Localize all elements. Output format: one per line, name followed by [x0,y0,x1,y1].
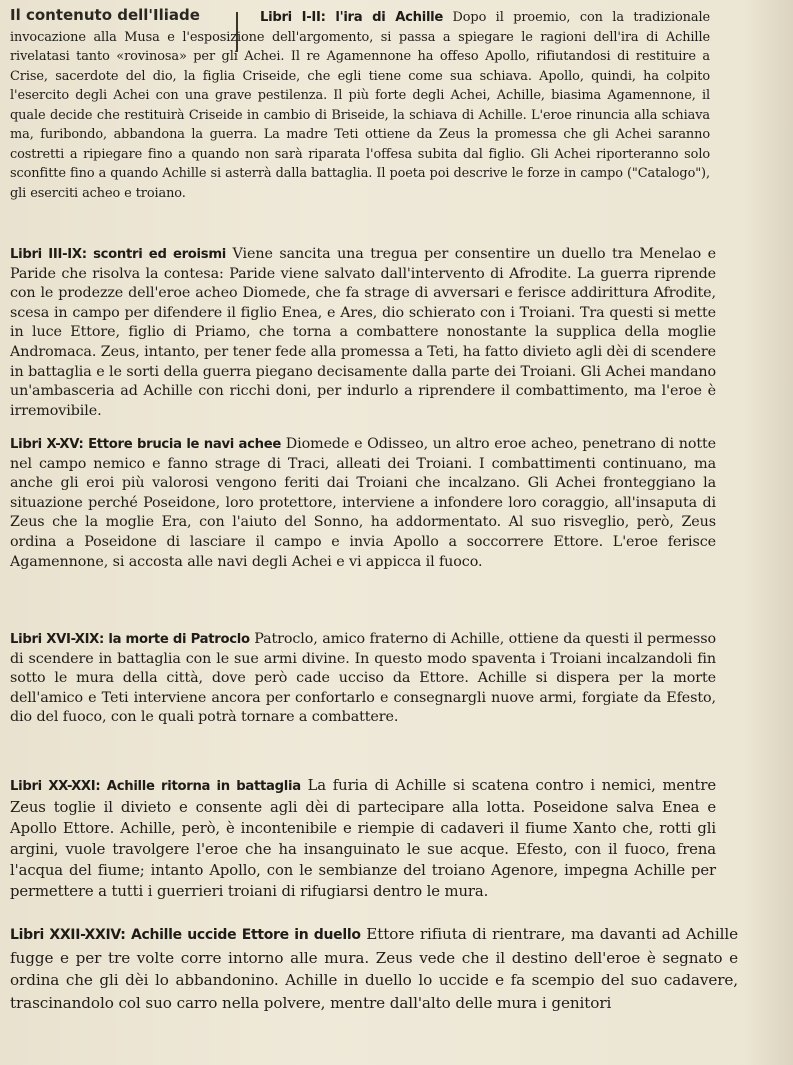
section-text: Patroclo, amico fraterno di Achille, ottiene da questi il permesso di scendere in battaglia con le sue armi divine. In questo modo spaventa i Troiani incalzandoli fin sotto le mura della città, dove però cade ucciso da Ettore. Achille si dispera per la morte dell'amico e Teti interviene ancora per confortarlo e consegnargli nuove armi, forgiate da Efesto, dio del fuoco, con le quali potrà tornare a combattere. [10,631,716,726]
section-text: Viene sancita una tregua per consentire un duello tra Menelao e Paride che risolva la contesa: Paride viene salvato dall'intervento di Afrodite. La guerra riprende con le prodezze dell'eroe acheo Diomede, che fa strage di avversari e ferisce addirittura Afrodite, scesa in campo per difendere il figlio Enea, e Ares, dio schierato con i Troiani. Tra questi si mette in luce Ettore, figlio di Priamo, che torna a combattere nonostante la supplica della moglie Andromaca. Zeus, intanto, per tener fede alla promessa a Teti, ha fatto divieto agli dèi di scendere in battaglia e le sorti della guerra piegano decisamente dalla parte dei Troiani. Gli Achei mandano un'ambasceria ad Achille con ricchi doni, per indurlo a riprendere il combattimento, ma l'eroe è irremovibile. [10,246,716,419]
section-heading: Libri XX-XXI: Achille ritorna in battaglia [10,779,301,794]
section-heading: Libri X-XV: Ettore brucia le navi achee [10,437,282,452]
section-text: Dopo il proemio, con la tradizionale invocazione alla Musa e l'esposizione dell'argomento, si passa a spiegare le ragioni dell'ira di Achille rivelatasi tanto «rovinosa» per gli Achei. Il re Agamennone ha offeso Apollo, rifiutandosi di restituire a Crise, sacerdote del dio, la figlia Criseide, che egli tiene come sua schiava. Apollo, quindi, ha colpito l'esercito degli Achei con una grave pestilenza. Il più forte degli Achei, Achille, biasima Agamennone, il quale decide che restituirà Criseide in cambio di Briseide, la schiava di Achille. L'eroe rinuncia alla schiava ma, furibondo, abbandona la guerra. La madre Teti ottiene da Zeus la promessa che gli Achei saranno costretti a ripiegare fino a quando non sarà riparata l'offesa subita dal figlio. Gli Achei riporteranno solo sconfitte fino a quando Achille si asterrà dalla battaglia. Il poeta poi descrive le forze in campo ("Catalogo"), gli eserciti acheo e troiano. [10,10,710,201]
section-libri-3-9 [10,245,716,421]
page-title: Il contenuto dell'Iliade [10,6,200,24]
section-libri-10-15 [10,435,716,572]
section-libri-16-19 [10,630,716,728]
page-edge-shadow [745,0,793,1065]
section-text: Diomede e Odisseo, un altro eroe acheo, penetrano di notte nel campo nemico e fanno strage di Traci, alleati dei Troiani. I combattimenti continuano, ma anche gli eroi più valorosi vengono feriti dai Troiani che incalzano. Gli Achei fronteggiano la situazione perché Poseidone, loro protettore, interviene a infondere loro coraggio, all'insaputa di Zeus che la moglie Era, con l'aiuto del Sonno, ha addormentato. Al suo risveglio, però, Zeus ordina a Poseidone di lasciare il campo e invia Apollo a soccorrere Ettore. L'eroe ferisce Agamennone, si accosta alle navi degli Achei e vi appicca il fuoco. [10,436,716,570]
section-libri-20-21 [10,775,716,902]
section-heading: Libri I-II: l'ira di Achille [260,10,444,25]
section-text: Ettore rifiuta di rientrare, ma davanti ad Achille fugge e per tre volte corre intorno alle mura. Zeus vede che il destino dell'eroe è segnato e ordina che gli dèi lo abbandonino. Achille in duello lo uccide e fa scempio del suo cadavere, trascinandolo col suo carro nella polvere, mentre dall'alto delle mura i genitori [10,925,738,1012]
section-heading: Libri XVI-XIX: la morte di Patroclo [10,632,250,647]
section-libri-1-2 [10,8,710,203]
section-libri-22-24 [10,923,738,1014]
section-heading: Libri XXII-XXIV: Achille uccide Ettore in duello [10,927,361,943]
section-heading: Libri III-IX: scontri ed eroismi [10,247,226,262]
section-text: La furia di Achille si scatena contro i nemici, mentre Zeus toglie il divieto e consente agli dèi di partecipare alla lotta. Poseidone salva Enea e Apollo Ettore. Achille, però, è incontenibile e riempie di cadaveri il fiume Xanto che, rotti gli argini, vuole travolgere l'eroe che ha insanguinato le sue acque. Efesto, con il fuoco, frena l'acqua del fiume; intanto Apollo, con le sembianze del troiano Agenore, impegna Achille per permettere a tutti i guerrieri troiani di rifugiarsi dentro le mura. [10,777,716,900]
